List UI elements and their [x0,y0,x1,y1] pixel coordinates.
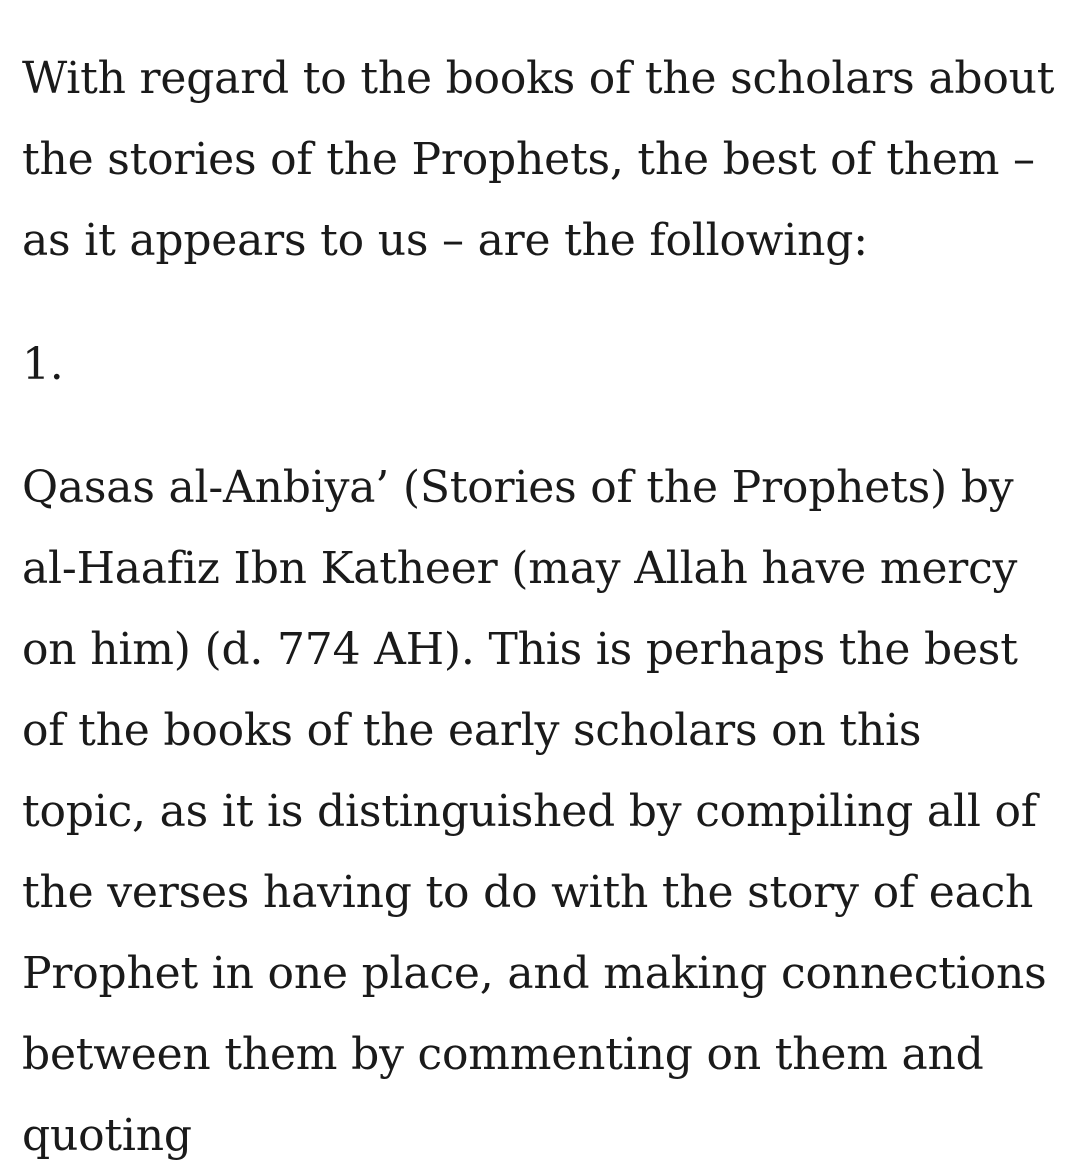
list-item-number: 1. [22,339,64,390]
intro-paragraph: With regard to the books of the scholars about the stories of the Prophets, the best of them – as it appears to us – are the following: [22,53,1055,266]
list-item-text: Qasas al-Anbiya’ (Stories of the Prophets) by al-Haafiz Ibn Katheer (may Allah have mercy on him) (d. 774 AH). This is perhaps the best of the books of the early scholars on this topic, as it is distinguished by compiling all of the verses having to do with the story of each Prophet in one place, and making connections between them by commenting on them and quoting [22,462,1047,1161]
